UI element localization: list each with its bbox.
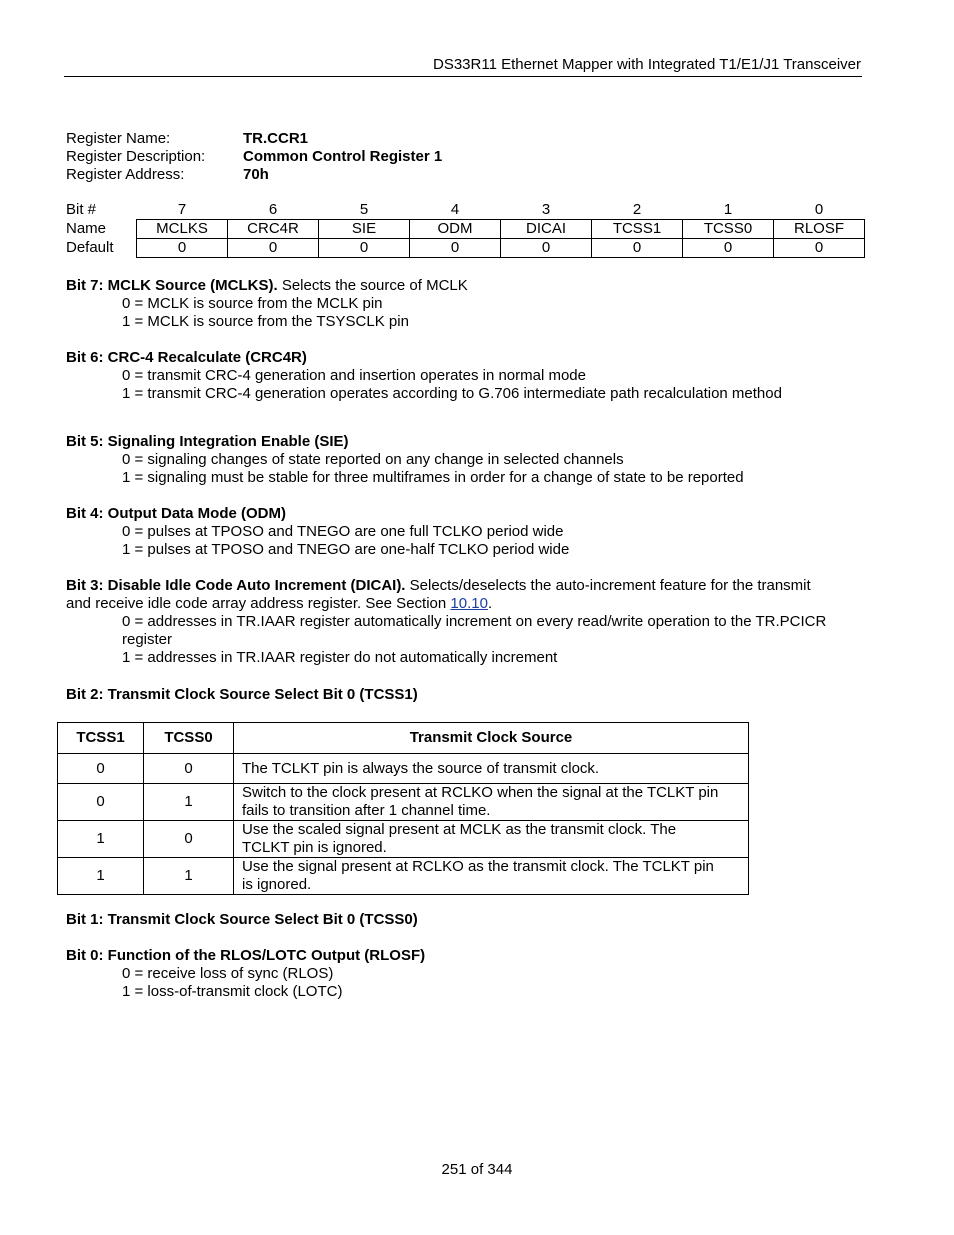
section-link[interactable]: 10.10 [450,595,488,612]
bit-default: 0 [319,239,410,258]
document-header: DS33R11 Ethernet Mapper with Integrated T1/E1/J1 Transceiver [432,56,861,73]
register-name-value: TR.CCR1 [243,130,309,147]
bit-name: RLOSF [774,220,865,239]
bit3-option-0-cont: register [122,631,173,648]
bit-name-label: Name [66,220,107,237]
tcss1-cell: 1 [58,821,144,858]
bit3-description: Selects/deselects the auto-increment feature for the transmit [405,577,811,594]
bit7-description: Selects the source of MCLK [277,277,468,294]
bit-name: SIE [319,220,410,239]
bit4-option-0: 0 = pulses at TPOSO and TNEGO are one full TCLKO period wide [122,523,564,540]
bit-default: 0 [501,239,592,258]
bit-number-row [64,201,865,220]
bit7-option-1: 1 = MCLK is source from the TSYSCLK pin [122,313,409,330]
table-row [58,754,749,784]
bit0-option-0: 0 = receive loss of sync (RLOS) [122,965,334,982]
clock-table-header: Transmit Clock Source [234,723,749,754]
bit4-title: Bit 4: Output Data Mode (ODM) [66,505,286,522]
bit-name: ODM [410,220,501,239]
clock-source-text: Use the signal present at RCLKO as the transmit clock. The TCLKT pin [242,858,714,875]
bit-default: 0 [228,239,319,258]
tcss0-cell: 1 [144,784,234,821]
clock-source-table [57,722,749,895]
bit-number: 3 [541,201,551,218]
bit-number: 0 [814,201,824,218]
bit-name: CRC4R [228,220,319,239]
clock-source-text: Use the scaled signal present at MCLK as the transmit clock. The [242,821,677,838]
tcss1-cell: 1 [58,858,144,895]
bit3-description-cont: and receive idle code array address register. See Section [66,595,451,612]
bit-table [64,201,865,258]
clock-source-text: is ignored. [242,876,312,893]
bit7-paragraph [66,277,468,295]
bit-number: 6 [268,201,278,218]
register-description-value: Common Control Register 1 [243,148,443,165]
bit-default-row [64,239,865,258]
tcss0-cell: 0 [144,754,234,784]
clock-table-header: TCSS1 [58,723,144,754]
clock-source-cell [234,821,749,858]
clock-table-header: TCSS0 [144,723,234,754]
table-row [58,858,749,895]
register-description-label: Register Description: [66,148,206,165]
bit-number: 1 [723,201,733,218]
clock-table-header-row [58,723,749,754]
table-row [58,821,749,858]
bit-number: 2 [632,201,642,218]
bit4-option-1: 1 = pulses at TPOSO and TNEGO are one-half TCLKO period wide [122,541,570,558]
bit-name-row [64,220,865,239]
bit3-option-1: 1 = addresses in TR.IAAR register do not automatically increment [122,649,558,666]
page-number: 251 of 344 [441,1161,513,1178]
bit0-title: Bit 0: Function of the RLOS/LOTC Output (RLOSF) [66,947,426,964]
header-rule [64,76,862,77]
bit-number: 7 [177,201,187,218]
bit7-option-0: 0 = MCLK is source from the MCLK pin [122,295,383,312]
bit1-title: Bit 1: Transmit Clock Source Select Bit 0 (TCSS0) [66,911,418,928]
clock-source-text: Switch to the clock present at RCLKO when the signal at the TCLKT pin [242,784,719,801]
bit3-title: Bit 3: Disable Idle Code Auto Increment (DICAI). [66,577,406,594]
clock-source-text: The TCLKT pin is always the source of transmit clock. [242,759,600,777]
bit-default: 0 [410,239,501,258]
bit5-option-1: 1 = signaling must be stable for three multiframes in order for a change of state to be reported [122,469,744,486]
register-name-label: Register Name: [66,130,171,147]
clock-source-cell [234,784,749,821]
bit3-period: . [487,595,493,612]
bit6-title: Bit 6: CRC-4 Recalculate (CRC4R) [66,349,307,366]
register-address-label: Register Address: [66,166,185,183]
tcss1-cell: 0 [58,784,144,821]
clock-source-cell [234,858,749,895]
bit3-paragraph [66,577,811,595]
bit6-option-1: 1 = transmit CRC-4 generation operates according to G.706 intermediate path recalculation method [122,385,782,402]
tcss0-cell: 1 [144,858,234,895]
bit6-option-0: 0 = transmit CRC-4 generation and insertion operates in normal mode [122,367,586,384]
clock-source-cell [234,754,749,784]
bit2-title: Bit 2: Transmit Clock Source Select Bit 0 (TCSS1) [66,686,418,703]
bit-default: 0 [592,239,683,258]
bit-number: 5 [359,201,369,218]
bit0-option-1: 1 = loss-of-transmit clock (LOTC) [122,983,343,1000]
clock-source-text: fails to transition after 1 channel time. [242,802,491,819]
bit-name: TCSS1 [592,220,683,239]
bit-default-label: Default [66,239,114,256]
bit7-title: Bit 7: MCLK Source (MCLKS). [66,277,278,294]
bit-number: 4 [450,201,460,218]
tcss1-cell: 0 [58,754,144,784]
bit3-paragraph-cont [66,595,492,613]
register-address-value: 70h [243,166,269,183]
bit-name: TCSS0 [683,220,774,239]
bit-default: 0 [137,239,228,258]
bit3-option-0: 0 = addresses in TR.IAAR register automatically increment on every read/write operation to the TR.PCICR [122,613,827,630]
tcss0-cell: 0 [144,821,234,858]
bit-name: MCLKS [137,220,228,239]
bit-default: 0 [774,239,865,258]
bit-name: DICAI [501,220,592,239]
bit5-option-0: 0 = signaling changes of state reported on any change in selected channels [122,451,624,468]
bit5-title: Bit 5: Signaling Integration Enable (SIE) [66,433,349,450]
bit-number-label: Bit # [66,201,97,219]
table-row [58,784,749,821]
bit-default: 0 [683,239,774,258]
clock-source-text: TCLKT pin is ignored. [242,839,387,856]
